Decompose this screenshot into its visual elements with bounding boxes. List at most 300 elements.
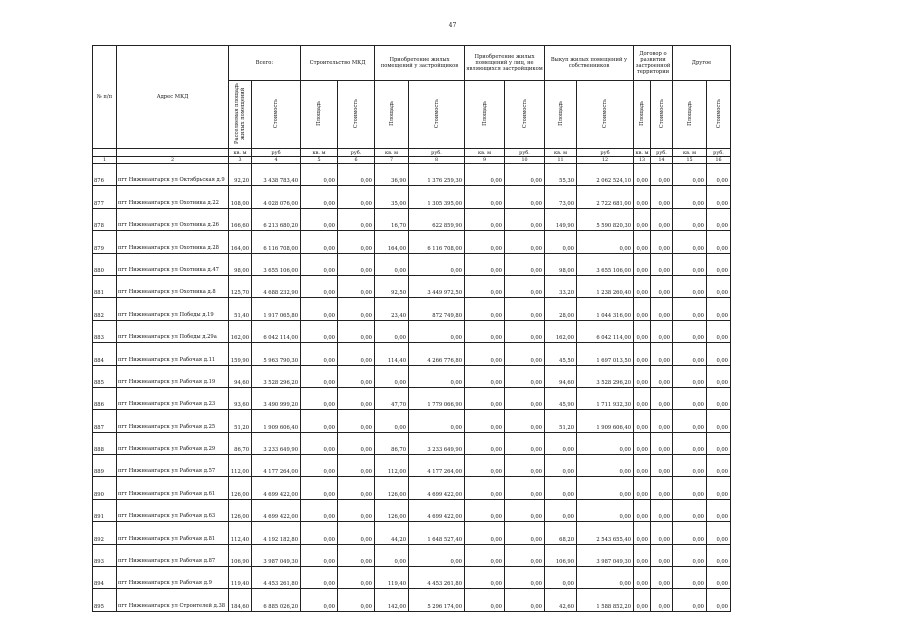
row-value: 0,00 <box>301 567 338 589</box>
row-value: 0,00 <box>673 231 707 253</box>
row-value: 0,00 <box>673 567 707 589</box>
row-value: 0,00 <box>505 298 545 320</box>
row-value: 0,00 <box>577 432 634 454</box>
row-value: 0,00 <box>634 499 651 521</box>
sub-header-cost: Стоимость <box>707 81 731 149</box>
row-value: 0,00 <box>707 186 731 208</box>
row-address: пгт Нижнеангарск ул Рабочая д.87 <box>117 544 229 566</box>
units-row: кв. м руб кв. м руб. кв. м руб. кв. м руб. кв. м руб кв. м руб. кв. м руб. <box>93 149 731 157</box>
row-value: 0,00 <box>673 343 707 365</box>
row-value: 0,00 <box>707 365 731 387</box>
col-header-number: № п/п <box>93 46 117 149</box>
row-value: 3 233 649,90 <box>252 432 301 454</box>
row-value: 0,00 <box>465 432 505 454</box>
table-row <box>93 186 731 208</box>
row-value: 0,00 <box>634 455 651 477</box>
row-value: 0,00 <box>375 544 409 566</box>
row-value: 125,70 <box>229 275 252 297</box>
row-value: 0,00 <box>651 387 673 409</box>
row-value: 3 655 106,00 <box>577 253 634 275</box>
row-value: 164,00 <box>375 231 409 253</box>
row-number: 891 <box>93 499 117 521</box>
row-value: 162,00 <box>545 320 577 342</box>
row-value: 0,00 <box>505 522 545 544</box>
row-value: 3 449 972,50 <box>409 275 465 297</box>
row-address: пгт Нижнеангарск ул Победы д.29а <box>117 320 229 342</box>
row-value: 1 711 932,30 <box>577 387 634 409</box>
row-value: 4 266 776,80 <box>409 343 465 365</box>
row-value: 0,00 <box>707 343 731 365</box>
row-value: 0,00 <box>673 186 707 208</box>
row-value: 3 490 999,20 <box>252 387 301 409</box>
row-value: 0,00 <box>651 298 673 320</box>
row-value: 0,00 <box>505 253 545 275</box>
row-value: 0,00 <box>707 544 731 566</box>
row-value: 0,00 <box>651 410 673 432</box>
row-number: 881 <box>93 275 117 297</box>
row-value: 0,00 <box>707 320 731 342</box>
row-value: 0,00 <box>505 164 545 186</box>
sub-header-cost: Стоимость <box>651 81 673 149</box>
row-value: 98,00 <box>229 253 252 275</box>
row-value: 0,00 <box>465 164 505 186</box>
table-row <box>93 589 731 611</box>
row-value: 0,00 <box>707 567 731 589</box>
row-value: 0,00 <box>634 477 651 499</box>
row-value: 0,00 <box>651 164 673 186</box>
row-value: 0,00 <box>338 499 375 521</box>
table-row <box>93 544 731 566</box>
row-value: 0,00 <box>634 164 651 186</box>
table-row <box>93 567 731 589</box>
row-value: 0,00 <box>465 186 505 208</box>
table-row <box>93 410 731 432</box>
row-value: 0,00 <box>338 410 375 432</box>
row-value: 0,00 <box>301 365 338 387</box>
row-address: пгт Нижнеангарск ул Охотника д.47 <box>117 253 229 275</box>
row-number: 888 <box>93 432 117 454</box>
row-value: 0,00 <box>338 298 375 320</box>
row-value: 0,00 <box>673 275 707 297</box>
row-value: 0,00 <box>505 387 545 409</box>
sub-header-cost: Стоимость <box>505 81 545 149</box>
row-address: пгт Нижнеангарск ул Охотника д.22 <box>117 186 229 208</box>
row-value: 0,00 <box>301 432 338 454</box>
row-value: 4 453 261,80 <box>409 567 465 589</box>
row-value: 0,00 <box>634 432 651 454</box>
row-number: 877 <box>93 186 117 208</box>
group-header-buyout-owners: Выкуп жилых помещений у собственников <box>545 46 634 81</box>
row-value: 0,00 <box>505 320 545 342</box>
row-address: пгт Нижнеангарск ул Рабочая д.57 <box>117 455 229 477</box>
row-value: 0,00 <box>301 477 338 499</box>
group-header-construction: Строительство МКД <box>301 46 375 81</box>
row-value: 872 749,80 <box>409 298 465 320</box>
row-value: 0,00 <box>707 253 731 275</box>
sub-header-area: Площадь <box>301 81 338 149</box>
row-value: 0,00 <box>301 275 338 297</box>
row-value: 0,00 <box>634 522 651 544</box>
row-value: 0,00 <box>634 253 651 275</box>
sub-header-cost: Стоимость <box>577 81 634 149</box>
row-value: 0,00 <box>634 320 651 342</box>
row-value: 0,00 <box>301 410 338 432</box>
row-value: 0,00 <box>673 365 707 387</box>
row-value: 112,00 <box>229 455 252 477</box>
row-address: пгт Нижнеангарск ул Рабочая д.29 <box>117 432 229 454</box>
row-value: 1 044 316,00 <box>577 298 634 320</box>
row-value: 0,00 <box>673 320 707 342</box>
row-value: 5 590 820,30 <box>577 208 634 230</box>
row-address: пгт Нижнеангарск ул Рабочая д.23 <box>117 387 229 409</box>
row-value: 0,00 <box>651 275 673 297</box>
row-value: 3 438 783,40 <box>252 164 301 186</box>
row-value: 3 528 296,20 <box>577 365 634 387</box>
row-value: 0,00 <box>301 589 338 611</box>
row-value: 0,00 <box>651 253 673 275</box>
row-number: 893 <box>93 544 117 566</box>
row-value: 0,00 <box>707 455 731 477</box>
table-row <box>93 208 731 230</box>
row-value: 0,00 <box>465 387 505 409</box>
row-value: 51,20 <box>545 410 577 432</box>
row-value: 0,00 <box>465 365 505 387</box>
table-row <box>93 455 731 477</box>
row-value: 3 655 106,00 <box>252 253 301 275</box>
row-number: 883 <box>93 320 117 342</box>
row-value: 33,20 <box>545 275 577 297</box>
row-value: 0,00 <box>707 432 731 454</box>
row-value: 0,00 <box>301 387 338 409</box>
row-value: 0,00 <box>301 320 338 342</box>
row-value: 0,00 <box>707 499 731 521</box>
row-value: 0,00 <box>707 164 731 186</box>
row-number: 886 <box>93 387 117 409</box>
row-value: 106,90 <box>545 544 577 566</box>
row-value: 0,00 <box>338 432 375 454</box>
row-value: 0,00 <box>634 231 651 253</box>
row-value: 0,00 <box>465 455 505 477</box>
row-value: 0,00 <box>651 231 673 253</box>
row-value: 0,00 <box>707 298 731 320</box>
row-value: 0,00 <box>673 477 707 499</box>
row-value: 0,00 <box>634 298 651 320</box>
row-value: 0,00 <box>338 387 375 409</box>
row-value: 0,00 <box>577 455 634 477</box>
row-value: 0,00 <box>634 387 651 409</box>
row-value: 0,00 <box>651 589 673 611</box>
row-value: 0,00 <box>707 387 731 409</box>
table-row <box>93 432 731 454</box>
row-value: 0,00 <box>505 186 545 208</box>
row-value: 0,00 <box>505 343 545 365</box>
row-value: 1 917 065,80 <box>252 298 301 320</box>
col-header-address: Адрес МКД <box>117 46 229 149</box>
row-value: 0,00 <box>707 477 731 499</box>
row-value: 0,00 <box>465 567 505 589</box>
row-value: 119,40 <box>375 567 409 589</box>
row-value: 47,70 <box>375 387 409 409</box>
table-row <box>93 164 731 186</box>
row-value: 4 177 264,00 <box>409 455 465 477</box>
row-value: 2 543 655,40 <box>577 522 634 544</box>
row-value: 0,00 <box>465 253 505 275</box>
table-row <box>93 320 731 342</box>
row-value: 42,60 <box>545 589 577 611</box>
row-value: 164,00 <box>229 231 252 253</box>
row-value: 6 885 026,20 <box>252 589 301 611</box>
row-value: 68,20 <box>545 522 577 544</box>
row-value: 0,00 <box>301 544 338 566</box>
row-value: 149,90 <box>545 208 577 230</box>
row-value: 0,00 <box>673 499 707 521</box>
row-value: 0,00 <box>634 544 651 566</box>
table-row <box>93 522 731 544</box>
group-header-purchase-non-developers: Приобретение жилых помещений у лиц, не являющихся застройщиком <box>465 46 545 81</box>
row-value: 2 062 524,10 <box>577 164 634 186</box>
row-value: 0,00 <box>707 589 731 611</box>
row-value: 0,00 <box>651 567 673 589</box>
row-value: 36,90 <box>375 164 409 186</box>
row-value: 93,60 <box>229 387 252 409</box>
row-address: пгт Нижнеангарск ул Строителей д.38 <box>117 589 229 611</box>
row-value: 0,00 <box>301 499 338 521</box>
row-value: 112,40 <box>229 522 252 544</box>
row-value: 0,00 <box>338 231 375 253</box>
row-number: 878 <box>93 208 117 230</box>
row-value: 0,00 <box>634 343 651 365</box>
sub-header-area: Площадь <box>375 81 409 149</box>
row-address: пгт Нижнеангарск ул Рабочая д.19 <box>117 365 229 387</box>
row-value: 94,60 <box>229 365 252 387</box>
row-value: 0,00 <box>651 365 673 387</box>
row-value: 166,60 <box>229 208 252 230</box>
row-value: 0,00 <box>338 320 375 342</box>
row-value: 94,60 <box>545 365 577 387</box>
row-value: 0,00 <box>301 343 338 365</box>
row-value: 0,00 <box>651 432 673 454</box>
row-value: 3 528 296,20 <box>252 365 301 387</box>
row-value: 0,00 <box>673 298 707 320</box>
row-value: 0,00 <box>651 186 673 208</box>
row-value: 0,00 <box>634 365 651 387</box>
row-number: 895 <box>93 589 117 611</box>
row-value: 0,00 <box>338 164 375 186</box>
row-value: 0,00 <box>505 231 545 253</box>
row-value: 0,00 <box>301 253 338 275</box>
row-value: 0,00 <box>673 253 707 275</box>
row-value: 0,00 <box>707 410 731 432</box>
row-value: 1 779 066,90 <box>409 387 465 409</box>
group-header-other: Другое <box>673 46 731 81</box>
row-value: 0,00 <box>505 589 545 611</box>
row-value: 0,00 <box>505 275 545 297</box>
row-value: 0,00 <box>577 231 634 253</box>
row-value: 55,30 <box>545 164 577 186</box>
column-numbers-row: 1 2 3 4 5 6 7 8 9 10 11 12 13 14 15 16 <box>93 157 731 164</box>
row-value: 0,00 <box>301 522 338 544</box>
group-header-total: Всего: <box>229 46 301 81</box>
row-value: 98,00 <box>545 253 577 275</box>
row-value: 5 963 790,30 <box>252 343 301 365</box>
row-address: пгт Нижнеангарск ул Рабочая д.81 <box>117 522 229 544</box>
row-value: 1 648 527,40 <box>409 522 465 544</box>
row-value: 4 192 182,80 <box>252 522 301 544</box>
row-value: 0,00 <box>465 410 505 432</box>
row-value: 0,00 <box>409 410 465 432</box>
row-value: 159,90 <box>229 343 252 365</box>
row-value: 1 909 606,40 <box>577 410 634 432</box>
row-value: 0,00 <box>505 544 545 566</box>
table-body <box>93 164 731 612</box>
row-value: 126,00 <box>229 499 252 521</box>
page-number: 47 <box>448 22 457 29</box>
row-value: 106,90 <box>229 544 252 566</box>
sub-header-area: Площадь <box>673 81 707 149</box>
row-value: 0,00 <box>651 522 673 544</box>
row-address: пгт Нижнеангарск ул Охотника д.28 <box>117 231 229 253</box>
row-value: 51,40 <box>229 298 252 320</box>
row-value: 23,40 <box>375 298 409 320</box>
row-value: 0,00 <box>651 455 673 477</box>
row-value: 0,00 <box>651 343 673 365</box>
row-value: 0,00 <box>545 432 577 454</box>
row-value: 0,00 <box>651 477 673 499</box>
row-value: 0,00 <box>634 275 651 297</box>
row-value: 4 699 422,00 <box>252 477 301 499</box>
row-value: 112,00 <box>375 455 409 477</box>
row-value: 0,00 <box>375 365 409 387</box>
row-value: 5 296 174,00 <box>409 589 465 611</box>
row-value: 0,00 <box>301 208 338 230</box>
sub-header-area: Площадь <box>634 81 651 149</box>
row-value: 0,00 <box>673 522 707 544</box>
row-value: 0,00 <box>505 477 545 499</box>
row-number: 892 <box>93 522 117 544</box>
row-value: 0,00 <box>505 432 545 454</box>
sub-header-area: Площадь <box>465 81 505 149</box>
row-value: 622 859,90 <box>409 208 465 230</box>
row-value: 0,00 <box>707 231 731 253</box>
table-row <box>93 298 731 320</box>
table-row <box>93 477 731 499</box>
row-value: 0,00 <box>505 410 545 432</box>
row-value: 0,00 <box>338 186 375 208</box>
row-value: 0,00 <box>338 589 375 611</box>
row-value: 0,00 <box>651 320 673 342</box>
row-address: пгт Нижнеангарск ул Рабочая д.25 <box>117 410 229 432</box>
row-value: 6 042 114,00 <box>577 320 634 342</box>
row-value: 3 987 049,30 <box>252 544 301 566</box>
group-header-purchase-developers: Приобретение жилых помещений у застройщиков <box>375 46 465 81</box>
row-value: 119,40 <box>229 567 252 589</box>
row-value: 4 699 422,00 <box>409 499 465 521</box>
row-value: 0,00 <box>301 186 338 208</box>
table-row <box>93 275 731 297</box>
sub-header-cost: Стоимость <box>338 81 375 149</box>
row-value: 0,00 <box>707 275 731 297</box>
row-value: 0,00 <box>301 455 338 477</box>
row-value: 0,00 <box>505 455 545 477</box>
row-value: 0,00 <box>338 567 375 589</box>
row-address: пгт Нижнеангарск ул Рабочая д.63 <box>117 499 229 521</box>
row-value: 0,00 <box>409 544 465 566</box>
row-address: пгт Нижнеангарск ул Победы д.19 <box>117 298 229 320</box>
row-value: 0,00 <box>465 298 505 320</box>
row-number: 880 <box>93 253 117 275</box>
row-value: 184,60 <box>229 589 252 611</box>
row-number: 887 <box>93 410 117 432</box>
row-value: 0,00 <box>634 410 651 432</box>
row-value: 0,00 <box>634 567 651 589</box>
row-value: 126,00 <box>375 477 409 499</box>
row-value: 1 909 606,40 <box>252 410 301 432</box>
row-value: 0,00 <box>673 164 707 186</box>
row-number: 885 <box>93 365 117 387</box>
row-address: пгт Нижнеангарск ул Рабочая д.61 <box>117 477 229 499</box>
row-value: 0,00 <box>338 522 375 544</box>
row-value: 4 699 422,00 <box>252 499 301 521</box>
row-value: 28,00 <box>545 298 577 320</box>
row-value: 0,00 <box>634 589 651 611</box>
sub-header-cost-total: Стоимость <box>252 81 301 149</box>
row-number: 894 <box>93 567 117 589</box>
row-value: 0,00 <box>301 231 338 253</box>
row-value: 1 305 395,00 <box>409 186 465 208</box>
row-value: 0,00 <box>577 499 634 521</box>
row-value: 0,00 <box>465 320 505 342</box>
row-value: 1 376 259,30 <box>409 164 465 186</box>
row-value: 45,90 <box>545 387 577 409</box>
row-value: 0,00 <box>338 544 375 566</box>
row-value: 0,00 <box>505 499 545 521</box>
row-value: 0,00 <box>465 477 505 499</box>
row-value: 3 233 649,90 <box>409 432 465 454</box>
table-row <box>93 231 731 253</box>
row-value: 142,00 <box>375 589 409 611</box>
row-number: 890 <box>93 477 117 499</box>
sub-header-cost: Стоимость <box>409 81 465 149</box>
row-value: 3 987 049,30 <box>577 544 634 566</box>
row-value: 92,50 <box>375 275 409 297</box>
table-row <box>93 253 731 275</box>
row-value: 0,00 <box>545 477 577 499</box>
table-row <box>93 343 731 365</box>
row-value: 0,00 <box>338 343 375 365</box>
row-value: 0,00 <box>545 455 577 477</box>
row-value: 0,00 <box>465 208 505 230</box>
row-value: 0,00 <box>707 522 731 544</box>
row-value: 0,00 <box>545 567 577 589</box>
row-value: 0,00 <box>651 499 673 521</box>
row-value: 0,00 <box>673 208 707 230</box>
row-value: 0,00 <box>545 231 577 253</box>
row-value: 92,20 <box>229 164 252 186</box>
row-value: 0,00 <box>465 522 505 544</box>
row-value: 0,00 <box>577 477 634 499</box>
row-value: 16,70 <box>375 208 409 230</box>
row-value: 86,70 <box>375 432 409 454</box>
row-value: 0,00 <box>634 208 651 230</box>
row-value: 44,20 <box>375 522 409 544</box>
resettlement-table <box>92 45 731 612</box>
row-value: 0,00 <box>375 410 409 432</box>
row-value: 51,20 <box>229 410 252 432</box>
row-value: 0,00 <box>545 499 577 521</box>
row-address: пгт Нижнеангарск ул Октябрьская д.9 <box>117 164 229 186</box>
row-value: 0,00 <box>338 208 375 230</box>
row-value: 35,00 <box>375 186 409 208</box>
